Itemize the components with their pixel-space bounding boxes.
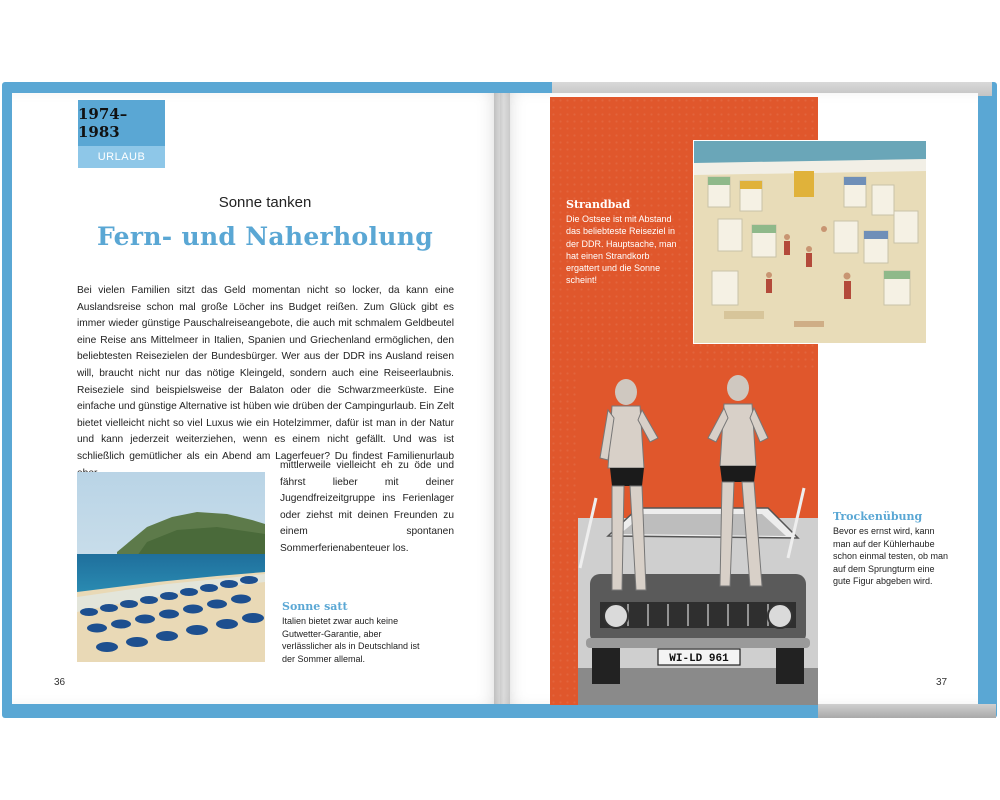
italy-beach-photo xyxy=(77,472,265,662)
caption-text-sonne-satt: Italien bietet zwar auch keine Gutwetter-Garantie, aber verlässlicher als in Deutschland ist der Sommer allemal. xyxy=(282,616,420,664)
article-title: Fern- und Naherholung xyxy=(96,222,434,251)
book-gutter xyxy=(494,93,510,704)
article-body: Bei vielen Familien sitzt das Geld momentan nicht so locker, da kann eine Auslandsreise schon mal große Löcher ins Budget reißen. Zum Glück gibt es immer wieder günstige Pauschalreiseangebote, die auch mit schmalem Geldbeutel eine Reise ans Mittelmeer in Italien, Spanien und Griechenland ermöglichen, den beliebtesten Reisezielen der Bundesbürger. Wer aus der DDR ins Ausland reisen will, braucht nicht nur das nötige Kleingeld, sondern auch eine Reiseerlaubnis. Reiseziele sind beispielsweise der Balaton oder die Schwarzmeerküste. Eine einfache und günstige Alternative ist hüben wie drüben der Campingurlaub. Ein Zelt bietet vielleicht nicht so viel Luxus wie ein Hotelzimmer, dafür ist man in der Natur und kann jederzeit weiterziehen, wenn es einem nicht gefällt. Und was ist schließlich gemütlicher als ein Abend am Lagerfeuer? Du findest Familienurlaub xyxy=(77,285,454,462)
caption-title-sonne-satt: Sonne satt xyxy=(282,600,348,613)
period-year: 1974–1983 xyxy=(78,100,165,146)
baltic-beach-photo xyxy=(693,140,927,344)
caption-title-strandbad: Strandbad xyxy=(566,198,631,211)
license-plate: WI-LD 961 xyxy=(669,653,729,665)
caption-title-trockenuebung: Trockenübung xyxy=(833,510,923,523)
car-photo xyxy=(578,368,818,705)
page-number-right: 37 xyxy=(936,677,948,688)
page-number-left: 36 xyxy=(54,677,66,688)
caption-text-trockenuebung: Bevor es ernst wird, kann man auf der Kühlerhaube schon einmal testen, ob man auf dem Sprungturm eine gute Figur abgeben wird. xyxy=(833,526,949,586)
period-box xyxy=(78,100,165,168)
caption-text-strandbad: Die Ostsee ist mit Abstand das beliebteste Reiseziel in der DDR. Hauptsache, man hat einen Strandkorb ergattert und die Sonne scheint! xyxy=(566,214,677,286)
article-subtitle: Sonne tanken xyxy=(218,194,312,211)
article-body-continued: mittlerweile vielleicht eh zu öde und fährst lieber mit deiner Jugendfreizeitgruppe ins Ferienlager oder ziehst mit deinen Freunden zu einem spontanen Sommerferienabenteuer los. xyxy=(280,460,454,554)
period-topic: URLAUB xyxy=(78,146,165,168)
page-edge-bottom xyxy=(818,704,996,718)
